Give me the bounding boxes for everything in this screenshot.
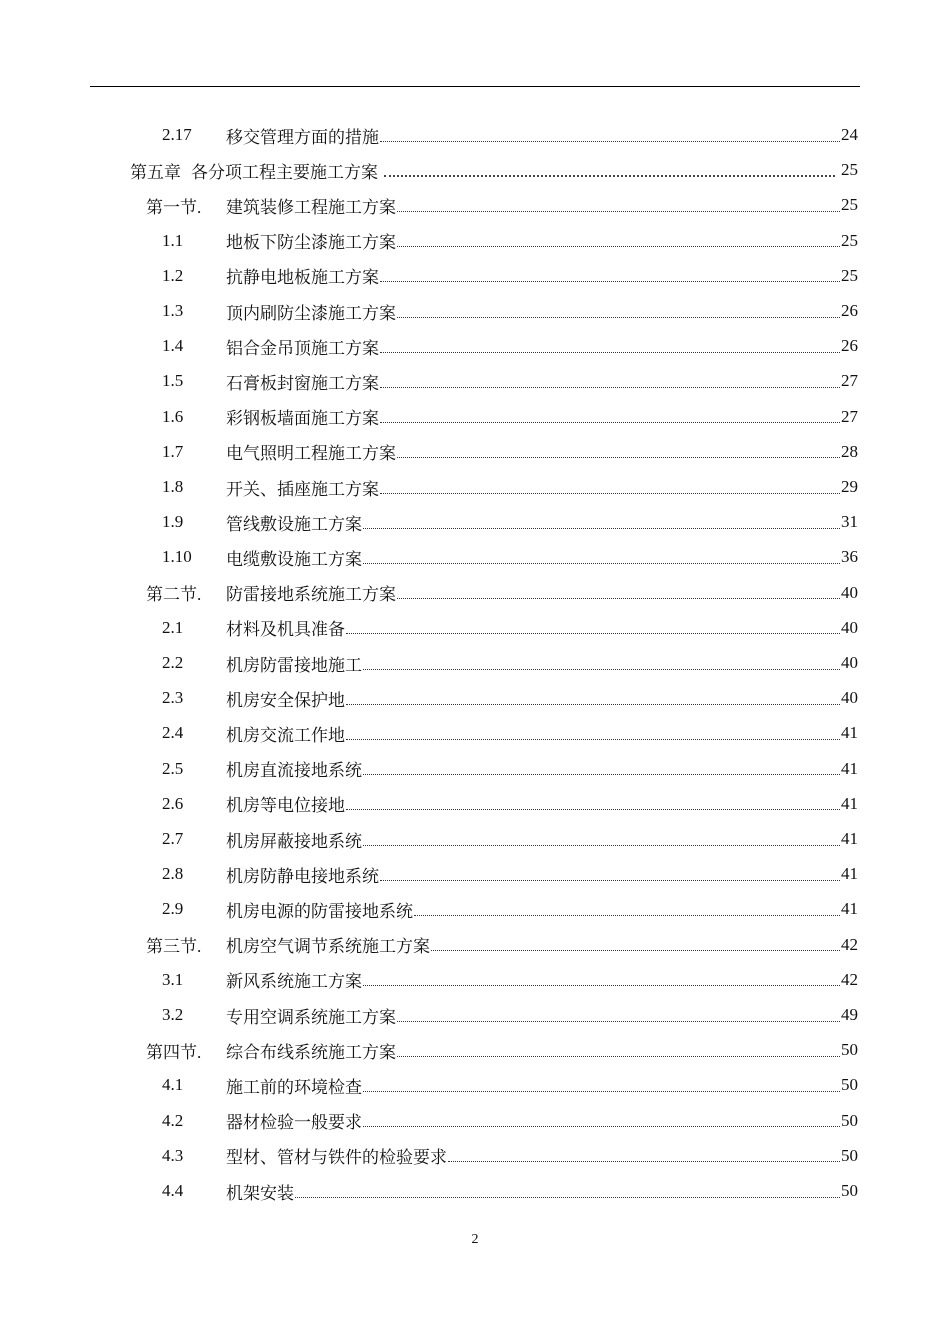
toc-entry-title: 机房防静电接地系统: [226, 866, 379, 887]
toc-dot-leader: [414, 915, 840, 916]
toc-entry-page: 27: [841, 406, 858, 426]
page-number: 2: [471, 1232, 479, 1247]
toc-entry-title: 各分项工程主要施工方案: [191, 162, 378, 183]
toc-entry-number: 2.3: [162, 688, 184, 708]
toc-dot-leader: [380, 281, 840, 282]
toc-entry-item[interactable]: [162, 507, 858, 537]
toc-entry-page: 41: [841, 758, 858, 778]
toc-dot-leader: [363, 774, 840, 775]
toc-entry-item[interactable]: [162, 789, 858, 819]
toc-dot-leader: [346, 633, 840, 634]
toc-entry-section[interactable]: [146, 578, 858, 608]
toc-entry-page: 41: [841, 899, 858, 919]
toc-entry-number: 1.5: [162, 371, 184, 391]
toc-entry-item[interactable]: [162, 859, 858, 889]
toc-entry-page: 31: [841, 512, 858, 532]
toc-dot-leader: [431, 950, 840, 951]
toc-entry-number: 2.1: [162, 617, 184, 637]
toc-entry-item[interactable]: [162, 683, 858, 713]
toc-dot-leader: [363, 528, 840, 529]
toc-entry-item[interactable]: [162, 754, 858, 784]
toc-entry-title: 建筑装修工程施工方案: [226, 197, 396, 218]
toc-entry-page: 42: [841, 969, 858, 989]
toc-entry-item[interactable]: [162, 402, 858, 432]
toc-entry-number: 4.4: [162, 1181, 184, 1200]
toc-entry-number: 1.6: [162, 406, 184, 426]
toc-entry-page: 25: [841, 230, 858, 250]
toc-entry-number: 第三节.: [146, 937, 202, 957]
toc-dot-leader: [363, 985, 840, 986]
toc-entry-title: 机房防雷接地施工: [226, 655, 362, 676]
toc-entry-title: 综合布线系统施工方案: [226, 1042, 396, 1063]
toc-dot-leader: [346, 704, 840, 705]
toc-dot-leader: [363, 563, 840, 564]
toc-entry-item[interactable]: [162, 965, 858, 995]
toc-entry-chapter[interactable]: [130, 155, 858, 185]
toc-entry-item[interactable]: [162, 1000, 858, 1030]
toc-entry-title: 机房屏蔽接地系统: [226, 831, 362, 852]
toc-dot-leader: [380, 141, 840, 142]
toc-entry-page: 41: [841, 723, 858, 743]
toc-entry-title: 移交管理方面的措施: [226, 127, 379, 148]
toc-entry-title: 机房安全保护地: [226, 690, 345, 711]
toc-entry-page: 40: [841, 617, 858, 637]
toc-dot-leader: [397, 1021, 840, 1022]
toc-entry-title: 管线敷设施工方案: [226, 514, 362, 535]
toc-dot-leader: [397, 457, 840, 458]
toc-entry-item[interactable]: [162, 824, 858, 854]
toc-entry-title: 防雷接地系统施工方案: [226, 585, 396, 606]
toc-entry-page: 40: [841, 688, 858, 708]
toc-entry-title: 机房等电位接地: [226, 796, 345, 817]
toc-entry-number: 4.2: [162, 1110, 184, 1130]
toc-dot-leader: [295, 1197, 840, 1198]
toc-entry-page: 40: [841, 653, 858, 672]
toc-entry-title: 机房直流接地系统: [226, 761, 362, 782]
toc-entry-title: 电气照明工程施工方案: [226, 444, 396, 465]
toc-entry-title: 施工前的环境检查: [226, 1077, 362, 1098]
toc-entry-number: 1.4: [162, 336, 184, 356]
toc-entry-title: 彩钢板墙面施工方案: [226, 409, 379, 430]
toc-entry-item[interactable]: [162, 472, 858, 502]
toc-entry-page: 25: [841, 160, 858, 180]
toc-entry-title: 开关、插座施工方案: [226, 479, 379, 500]
toc-entry-item[interactable]: [162, 261, 858, 291]
toc-dot-leader: [380, 422, 840, 423]
toc-entry-title: 铝合金吊顶施工方案: [226, 338, 379, 359]
toc-entry-item[interactable]: [162, 718, 858, 748]
toc-entry-title: 型材、管材与铁件的检验要求: [226, 1148, 447, 1169]
toc-dot-leader: [397, 598, 840, 599]
toc-entry-number: 2.7: [162, 829, 184, 848]
toc-entry-page: 40: [841, 582, 858, 602]
toc-entry-item[interactable]: [162, 1070, 858, 1100]
toc-entry-number: 1.2: [162, 265, 184, 285]
toc-entry-number: 1.9: [162, 512, 184, 532]
toc-entry-page: 41: [841, 864, 858, 884]
header-rule: [90, 86, 860, 87]
toc-dot-leader: [380, 387, 840, 388]
toc-dot-leader: [448, 1161, 840, 1162]
toc-entry-page: 26: [841, 301, 858, 320]
toc-entry-item[interactable]: [162, 648, 858, 678]
toc-dot-leader: [397, 317, 840, 318]
toc-entry-item[interactable]: [162, 437, 858, 467]
toc-entry-number: 2.5: [162, 758, 184, 778]
toc-entry-number: 3.1: [162, 969, 184, 989]
toc-entry-title: 石膏板封窗施工方案: [226, 373, 379, 394]
toc-entry-number: 2.4: [162, 723, 184, 743]
toc-entry-section[interactable]: [146, 930, 858, 960]
toc-entry-number: 2.8: [162, 864, 184, 884]
toc-dot-leader: [380, 493, 840, 494]
toc-entry-number: 4.3: [162, 1145, 184, 1165]
toc-dot-leader: [384, 175, 835, 177]
toc-entry-title: 机房电源的防雷接地系统: [226, 901, 413, 922]
toc-entry-number: 2.9: [162, 899, 184, 919]
toc-entry-page: 24: [841, 125, 858, 144]
toc-entry-title: 机房空气调节系统施工方案: [226, 937, 430, 958]
toc-entry-page: 50: [841, 1181, 858, 1200]
toc-entry-number: 第二节.: [146, 585, 202, 605]
toc-dot-leader: [363, 1091, 840, 1092]
toc-entry-page: 50: [841, 1145, 858, 1165]
toc-entry-number: 1.8: [162, 477, 184, 496]
toc-entry-page: 41: [841, 829, 858, 848]
toc-entry-page: 36: [841, 547, 858, 567]
toc-entry-number: 1.3: [162, 301, 184, 320]
toc-entry-page: 27: [841, 371, 858, 391]
toc-entry-number: 2.6: [162, 793, 184, 813]
toc-entry-page: 25: [841, 195, 858, 215]
toc-entry-page: 26: [841, 336, 858, 356]
toc-entry-number: 3.2: [162, 1005, 184, 1024]
toc-entry-page: 25: [841, 265, 858, 285]
toc-entry-item[interactable]: [162, 542, 858, 572]
toc-entry-title: 专用空调系统施工方案: [226, 1007, 396, 1028]
toc-dot-leader: [397, 1056, 840, 1057]
toc-entry-number: 1.10: [162, 547, 192, 567]
toc-entry-section[interactable]: [146, 1035, 858, 1065]
toc-entry-number: 2.17: [162, 125, 192, 144]
toc-dot-leader: [397, 246, 840, 247]
toc-entry-item[interactable]: [162, 331, 858, 361]
toc-dot-leader: [380, 352, 840, 353]
toc-entry-item[interactable]: [162, 296, 858, 326]
toc-dot-leader: [380, 880, 840, 881]
toc-dot-leader: [346, 739, 840, 740]
toc-dot-leader: [346, 809, 840, 810]
toc-entry-title: 顶内刷防尘漆施工方案: [226, 303, 396, 324]
toc-entry-page: 28: [841, 441, 858, 461]
toc-dot-leader: [363, 669, 840, 670]
toc-entry-page: 41: [841, 793, 858, 813]
toc-entry-title: 机架安装: [226, 1183, 294, 1204]
toc-entry-title: 材料及机具准备: [226, 620, 345, 641]
toc-entry-page: 50: [841, 1110, 858, 1130]
toc-entry-number: 第一节.: [146, 197, 202, 217]
toc-dot-leader: [397, 211, 840, 212]
toc-entry-item[interactable]: [162, 226, 858, 256]
toc-entry-number: 第四节.: [146, 1042, 202, 1062]
toc-entry-number: 1.7: [162, 441, 184, 461]
toc-entry-number: 4.1: [162, 1075, 184, 1095]
toc-entry-page: 50: [841, 1040, 858, 1060]
toc-entry-page: 49: [841, 1005, 858, 1024]
toc-entry-item[interactable]: [162, 1176, 858, 1206]
toc-entry-item[interactable]: [162, 120, 858, 150]
toc-entry-page: 29: [841, 477, 858, 496]
toc-entry-number: 第五章: [130, 162, 181, 182]
toc-entry-page: 42: [841, 934, 858, 954]
toc-entry-item[interactable]: [162, 613, 858, 643]
toc-entry-number: 2.2: [162, 653, 184, 672]
toc-entry-item[interactable]: [162, 894, 858, 924]
toc-entry-title: 新风系统施工方案: [226, 972, 362, 993]
toc-entry-item[interactable]: [162, 1141, 858, 1171]
toc-entry-title: 地板下防尘漆施工方案: [226, 233, 396, 254]
toc-entry-section[interactable]: [146, 190, 858, 220]
toc-entry-item[interactable]: [162, 366, 858, 396]
toc-entry-title: 机房交流工作地: [226, 725, 345, 746]
toc-dot-leader: [363, 845, 840, 846]
toc-entry-title: 器材检验一般要求: [226, 1113, 362, 1134]
toc-entry-title: 抗静电地板施工方案: [226, 268, 379, 289]
toc-dot-leader: [363, 1126, 840, 1127]
toc-entry-item[interactable]: [162, 1106, 858, 1136]
toc-entry-page: 50: [841, 1075, 858, 1095]
toc-entry-title: 电缆敷设施工方案: [226, 549, 362, 570]
toc-entry-number: 1.1: [162, 230, 184, 250]
